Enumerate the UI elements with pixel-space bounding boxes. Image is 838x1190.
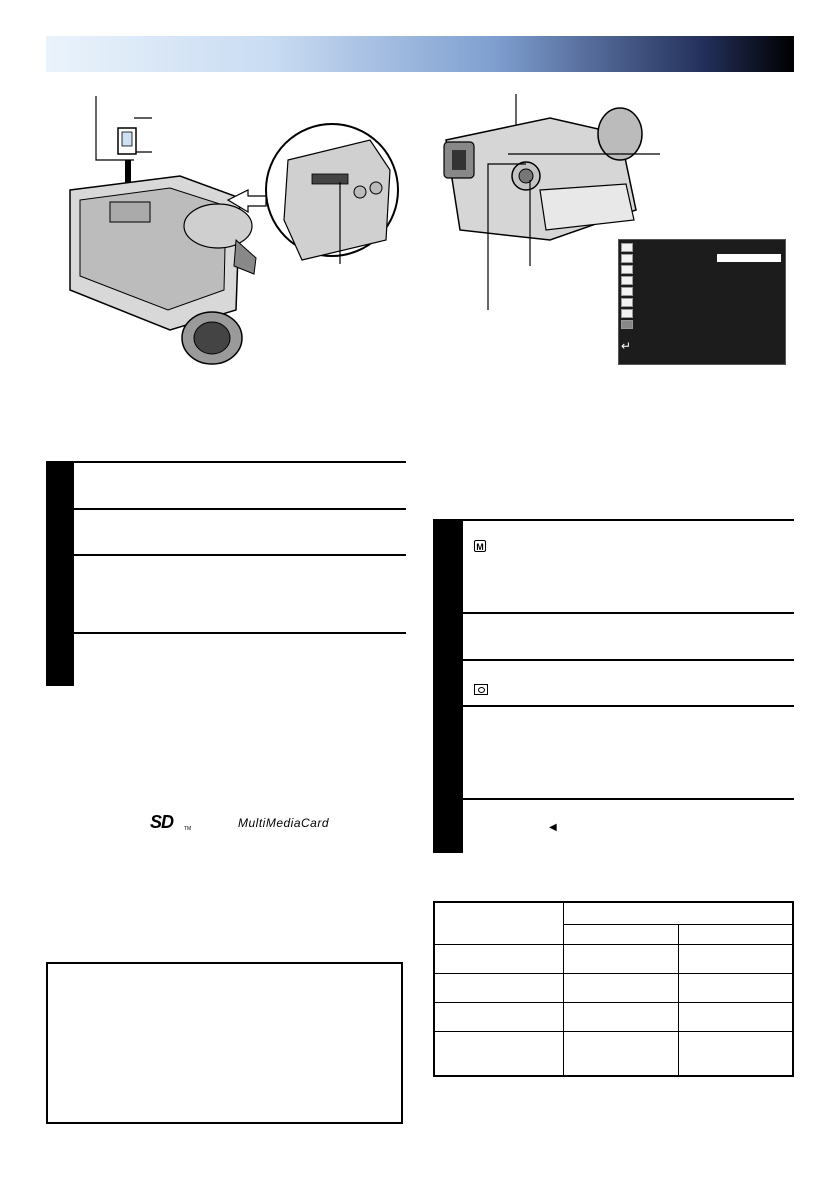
table-cell — [564, 1032, 679, 1076]
table-cell — [434, 973, 564, 1002]
table-cell — [679, 1032, 794, 1076]
menu-icon — [621, 309, 633, 318]
menu-icon — [621, 265, 633, 274]
manual-mode-icon: M — [474, 540, 486, 552]
right-step-divider — [463, 659, 794, 661]
camera-icon — [474, 684, 488, 695]
menu-screen — [618, 239, 786, 365]
left-step-divider — [74, 554, 406, 556]
table-cell — [434, 1003, 564, 1032]
table-row — [434, 944, 793, 973]
camera-icon — [621, 320, 633, 329]
page-header-banner — [46, 36, 794, 72]
menu-icon — [621, 298, 633, 307]
table-cell — [564, 924, 679, 944]
multimediacard-logo: MultiMediaCard — [238, 816, 330, 830]
return-icon: ↵ — [621, 339, 632, 353]
note-box — [46, 962, 403, 1124]
spec-table — [433, 901, 794, 1077]
left-step-divider — [74, 632, 406, 634]
table-cell — [564, 1003, 679, 1032]
left-step-sidebar — [46, 461, 74, 686]
table-row — [434, 973, 793, 1002]
right-step-divider — [463, 798, 794, 800]
right-step-divider — [463, 519, 794, 521]
table-cell — [679, 1003, 794, 1032]
table-cell — [679, 924, 794, 944]
camcorder-card-insertion-illustration — [40, 90, 400, 380]
left-step-divider — [74, 508, 406, 510]
table-cell — [679, 973, 794, 1002]
left-arrow-icon: ◀ — [549, 822, 557, 833]
table-row — [434, 1003, 793, 1032]
sd-logo: SD — [150, 812, 174, 832]
table-cell — [564, 944, 679, 973]
table-row — [434, 902, 793, 924]
left-step-divider — [74, 461, 406, 463]
table-row — [434, 1032, 793, 1076]
menu-icon — [621, 287, 633, 296]
right-step-sidebar — [433, 519, 463, 853]
menu-icon — [621, 243, 633, 252]
menu-highlight-bar — [717, 254, 781, 262]
table-cell — [564, 902, 794, 924]
menu-icon — [621, 254, 633, 263]
table-cell — [679, 944, 794, 973]
table-cell — [434, 902, 564, 944]
table-cell — [564, 973, 679, 1002]
table-cell — [434, 944, 564, 973]
right-step-divider — [463, 612, 794, 614]
sd-trademark: TM — [184, 826, 192, 832]
right-step-divider — [463, 705, 794, 707]
table-cell — [434, 1032, 564, 1076]
menu-icon — [621, 276, 633, 285]
